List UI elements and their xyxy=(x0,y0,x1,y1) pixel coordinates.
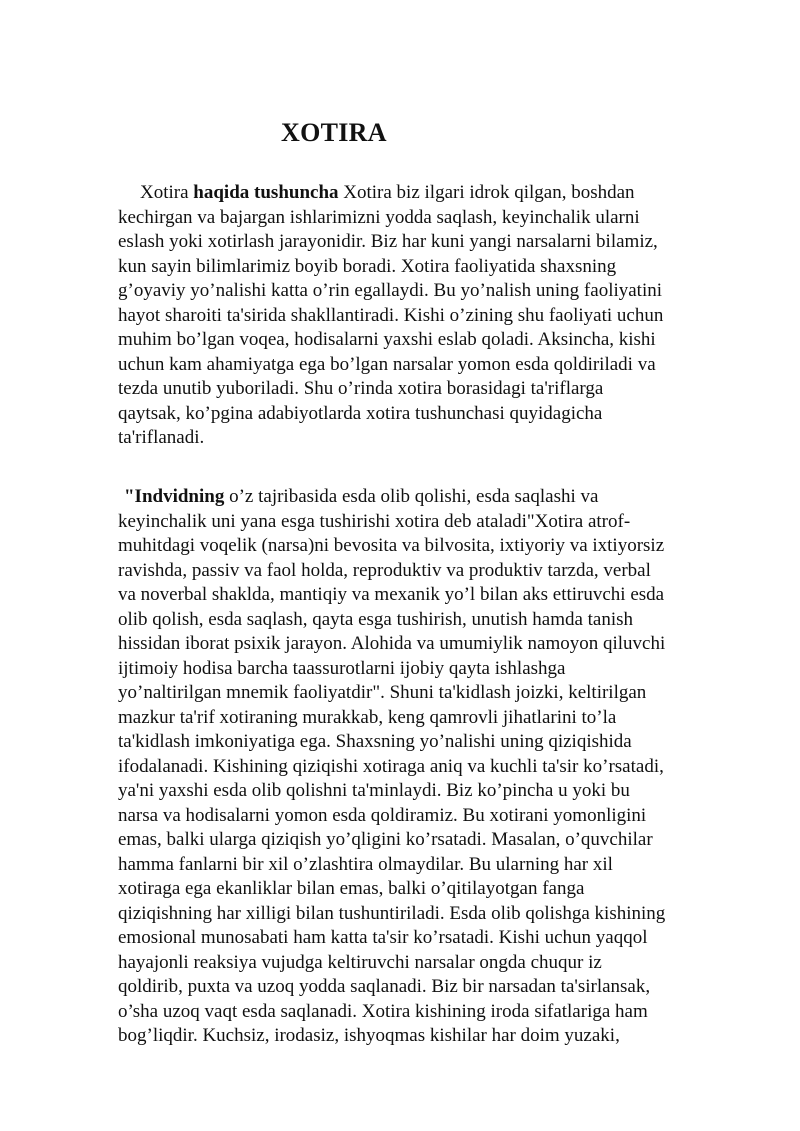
paragraph-line: qaytsak, ko’pgina adabiyotlarda xotira tushunchasi quyidagicha xyxy=(118,402,603,424)
paragraph-line: ijtimoiy hodisa barcha taassurotlarni ijobiy qayta ishlashga xyxy=(118,657,566,679)
paragraph-memory-definition xyxy=(118,485,665,1049)
paragraph-line: bog’liqdir. Kuchsiz, irodasiz, ishyoqmas kishilar har doim yuzaki, xyxy=(118,1025,620,1046)
paragraph-line: hissidan iborat psixik jarayon. Alohida va umumiylik namoyon qiluvchi xyxy=(118,633,666,654)
paragraph-line: emas, balki ularga qiziqish yo’qligini ko’rsatadi. Masalan, o’quvchilar xyxy=(118,829,653,850)
paragraph-line xyxy=(118,485,665,510)
text-run: Xotira biz ilgari idrok qilgan, boshdan xyxy=(338,182,635,203)
bold-phrase: haqida tushuncha xyxy=(193,182,339,203)
paragraph-line: ta'kidlash imkoniyatiga ega. Shaxsning yo’nalishi uning qiziqishida xyxy=(118,731,632,752)
paragraph-line: yo’naltirilgan mnemik faoliyatdir". Shuni ta'kidlash joizki, keltirilgan xyxy=(118,682,647,703)
document-title: XOTIRA xyxy=(281,118,387,147)
paragraph-line: muhitdagi voqelik (narsa)ni bevosita va bilvosita, ixtiyoriy va ixtiyorsiz xyxy=(118,535,665,556)
paragraph-line: xotiraga ega ekanliklar bilan emas, balki o’qitilayotgan fanga xyxy=(118,878,585,899)
paragraph-line: narsa va hodisalarni yomon esda qoldiramiz. Bu xotirani yomonligini xyxy=(118,804,647,826)
paragraph-line: va noverbal shaklda, mantiqiy va mexanik yo’l bilan aks ettiruvchi esda xyxy=(118,584,665,605)
bold-phrase: "Indvidning xyxy=(124,486,225,507)
paragraph-line: keyinchalik uni yana esga tushirishi xotira deb ataladi"Xotira atrof- xyxy=(118,510,631,532)
paragraph-line: o’sha uzoq vaqt esda saqlanadi. Xotira kishining iroda sifatlariga ham xyxy=(118,1000,648,1022)
text-run: Xotira xyxy=(140,182,194,203)
paragraph-line: kun sayin bilimlarimiz boyib boradi. Xotira faoliyatida shaxsning xyxy=(118,255,617,277)
paragraph-line: emosional munosabati ham katta ta'sir ko’rsatadi. Kishi uchun yaqqol xyxy=(118,927,648,948)
paragraph-memory-concept xyxy=(118,181,663,451)
paragraph-line: hamma fanlarni bir xil o’zlashtira olmaydilar. Bu ularning har xil xyxy=(118,853,613,875)
paragraph-line: qoldirib, puxta va uzoq yodda saqlanadi. Biz bir narsadan ta'sirlansak, xyxy=(118,976,651,997)
paragraph-line: hayajonli reaksiya vujudga keltiruvchi narsalar ongda chuqur iz xyxy=(118,951,602,973)
paragraph-line: kechirgan va bajargan ishlarimizni yodda saqlash, keyinchalik ularni xyxy=(118,206,640,228)
paragraph-line: mazkur ta'rif xotiraning murakkab, keng qamrovli jihatlarini to’la xyxy=(118,706,617,728)
paragraph-line: ifodalanadi. Kishining qiziqishi xotiraga aniq va kuchli ta'sir ko’rsatadi, xyxy=(118,755,664,777)
paragraph-line: ravishda, passiv va faol holda, reproduktiv va produktiv tarzda, verbal xyxy=(118,559,651,581)
paragraph-line: ya'ni yaxshi esda olib qolishni ta'minlaydi. Biz ko’pincha u yoki bu xyxy=(118,780,630,801)
paragraph-line: eslash yoki xotirlash jarayonidir. Biz har kuni yangi narsalarni bilamiz, xyxy=(118,231,658,252)
paragraph-line: muhim bo’lgan voqea, hodisalarni yaxshi eslab qoladi. Aksincha, kishi xyxy=(118,329,656,350)
paragraph-line: olib qolish, esda saqlash, qayta esga tushirish, unutish hamda tanish xyxy=(118,608,634,630)
paragraph-line: g’oyaviy yo’nalishi katta o’rin egallaydi. Bu yo’nalish uning faoliyatini xyxy=(118,280,663,301)
paragraph-line: qiziqishning har xilligi bilan tushuntiriladi. Esda olib qolishga kishining xyxy=(118,902,666,924)
paragraph-line: tezda unutib yuboriladi. Shu o’rinda xotira borasidagi ta'riflarga xyxy=(118,378,604,399)
paragraph-line: uchun kam ahamiyatga ega bo’lgan narsalar yomon esda qoldiriladi va xyxy=(118,353,656,375)
paragraph-line: ta'riflanadi. xyxy=(118,427,205,448)
paragraph-line: hayot sharoiti ta'sirida shakllantiradi. Kishi o’zining shu faoliyati uchun xyxy=(118,304,664,326)
text-run: o’z tajribasida esda olib qolishi, esda saqlashi va xyxy=(224,486,599,507)
paragraph-line xyxy=(118,181,663,206)
